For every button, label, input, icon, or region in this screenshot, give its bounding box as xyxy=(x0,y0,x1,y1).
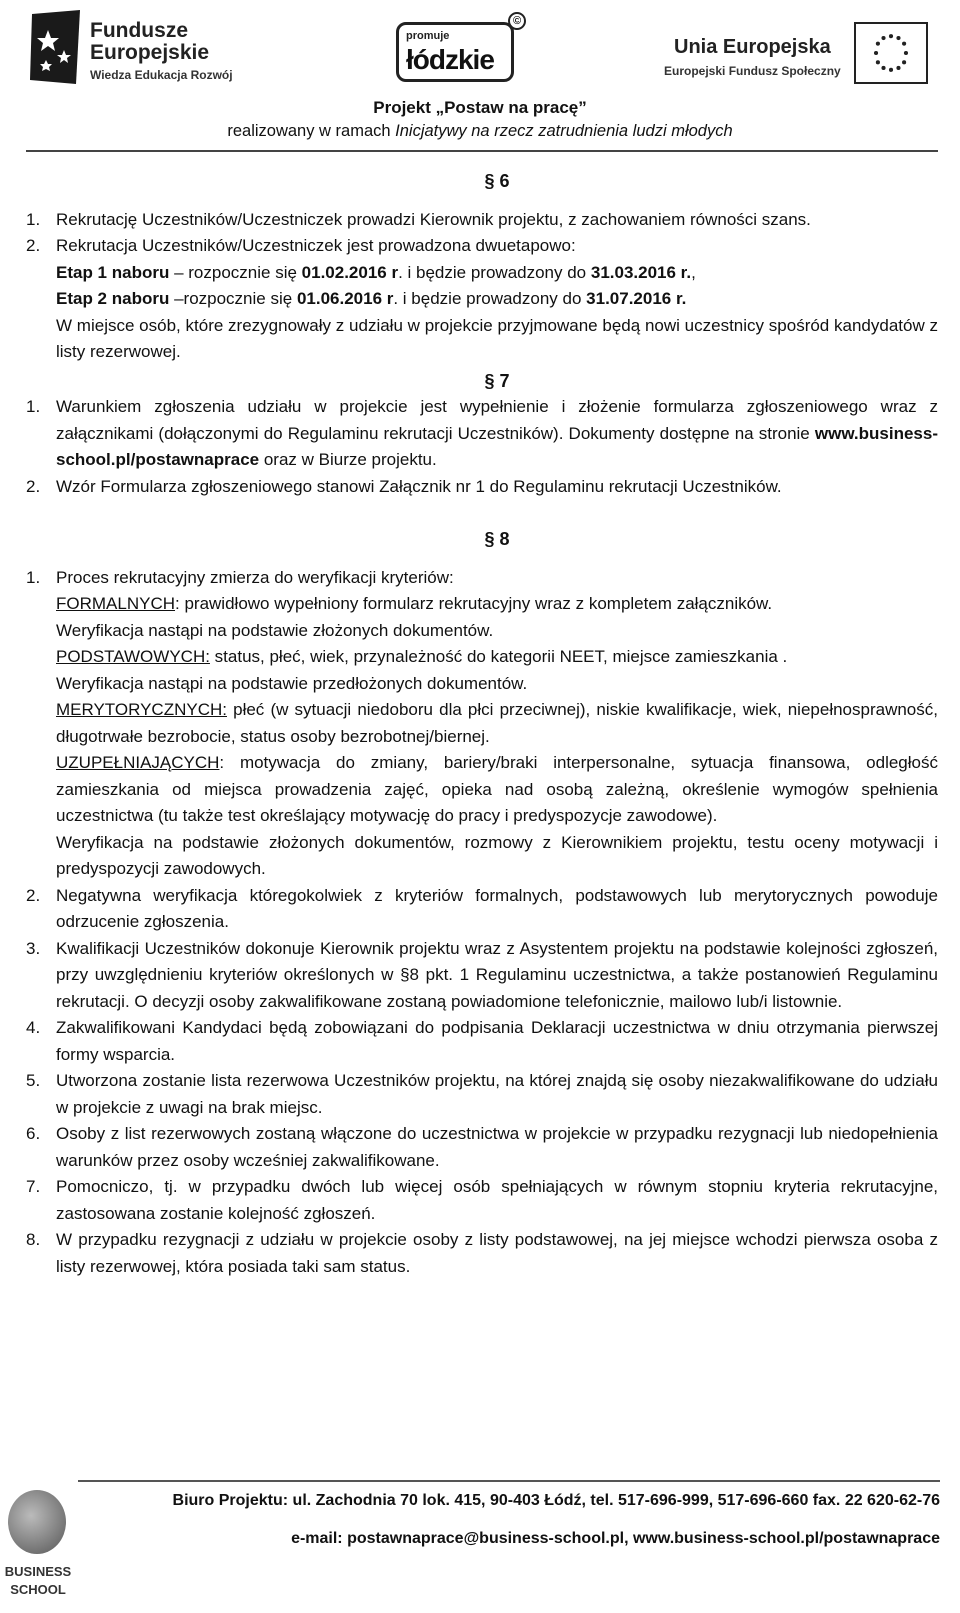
lodz-small-text: promuje xyxy=(406,30,450,42)
project-subtitle xyxy=(0,122,960,141)
ue-line1: Unia Europejska xyxy=(674,36,831,58)
s7-item-2-text: Wzór Formularza zgłoszeniowego stanowi Załącznik nr 1 do Regulaminu rekrutacji Uczestników. xyxy=(56,476,782,496)
s6-item-2-num: 2. xyxy=(26,236,41,255)
s8-item-1-text: Proces rekrutacyjny zmierza do weryfikacji kryteriów: xyxy=(56,567,454,587)
stage-1-a: – rozpocznie się xyxy=(169,262,302,282)
s8-item-3-num: 3. xyxy=(26,938,41,958)
stage-1-start: 01.02.2016 r xyxy=(301,262,399,282)
criteria-formal-text: : prawidłowo wypełniony formularz rekrutacyjny wraz z kompletem załączników. xyxy=(175,594,773,613)
s8-item-1 xyxy=(26,565,938,592)
section-6-heading: § 6 xyxy=(484,171,510,191)
fe-star-flag-icon xyxy=(26,10,84,86)
s6-item-1-num: 1. xyxy=(26,209,41,229)
s8-item-5 xyxy=(26,1068,938,1121)
unia-europejska-logo xyxy=(664,14,934,88)
copyright-icon: © xyxy=(508,12,526,30)
header-divider xyxy=(26,150,938,152)
stage-1-c: , xyxy=(691,262,696,282)
s7-item-1-text xyxy=(56,394,938,474)
fundusze-europejskie-logo xyxy=(26,10,256,88)
criteria-formal xyxy=(26,591,938,618)
footer-address: Biuro Projektu: ul. Zachodnia 70 lok. 415, 90-403 Łódź, tel. 517-696-999, 517-696-660 fax. 22 620-62-76 xyxy=(172,1492,940,1509)
s8-item-4-text: Zakwalifikowani Kandydaci będą zobowiązani do podpisania Deklaracji uczestnictwa w dniu otrzymania pierwszej formy wsparcia. xyxy=(56,1018,938,1064)
eu-flag-icon xyxy=(854,22,928,84)
school-emblem-icon xyxy=(8,1490,66,1554)
s8-item-3-text: Kwalifikacji Uczestników dokonuje Kierownik projektu wraz z Asystentem projektu na podstawie kolejności zgłoszeń, przy uwzględnieniu kryteriów określonych w §8 pkt. 1 Regulaminu uczestnictwa, a także postanowień Regulaminu rekrutacji. O decyzji osoby zakwalifikowane zostaną powiadomione telefonicznie, mailowo lub/i listownie. xyxy=(56,938,938,1011)
criteria-supp-label: UZUPEŁNIAJĄCYCH xyxy=(56,753,220,772)
stage-1-end: 31.03.2016 r. xyxy=(590,262,692,282)
s8-item-8 xyxy=(26,1227,938,1280)
fe-line2: Europejskie xyxy=(90,41,210,64)
stage-2-end: 31.07.2016 r. xyxy=(586,289,687,308)
s8-item-6 xyxy=(26,1121,938,1174)
ue-line2: Europejski Fundusz Społeczny xyxy=(664,64,841,78)
s8-item-5-text: Utworzona zostanie lista rezerwowa Uczestników projektu, na której znajdą się osoby niezakwalifikowane do udziału w projekcie z uwagi na brak miejsc. xyxy=(56,1071,938,1117)
section-8-heading: § 8 xyxy=(484,529,510,549)
criteria-basic-text: status, płeć, wiek, przynależność do kategorii NEET, miejsce zamieszkania . xyxy=(209,647,788,666)
s8-item-1-num: 1. xyxy=(26,567,41,587)
criteria-formal-verification: Weryfikacja nastąpi na podstawie złożonych dokumentów. xyxy=(56,620,494,640)
school-line1: BUSINESS xyxy=(4,1564,72,1579)
s8-item-8-num: 8. xyxy=(26,1230,41,1249)
criteria-merit-label: MERYTORYCZNYCH: xyxy=(56,700,227,719)
school-line2: SCHOOL xyxy=(10,1582,66,1597)
s6-item-1 xyxy=(26,207,938,234)
stage-1-label: Etap 1 naboru xyxy=(56,262,170,282)
project-title: Projekt „Postaw na pracę” xyxy=(373,98,587,117)
s7-item-1-a: Warunkiem zgłoszenia udziału w projekcie jest wypełnienie i złożenie formularza zgłoszeniowego wraz z załącznikami (dołączonymi do Regulaminu rekrutacji Uczestników). Dokumenty dostępne na stronie xyxy=(56,397,938,443)
stage-2-label: Etap 2 naboru xyxy=(56,289,170,308)
document-body xyxy=(26,168,938,1280)
project-sub-prefix: realizowany w ramach xyxy=(227,122,396,140)
stage-2-start: 01.06.2016 r xyxy=(296,289,394,308)
s8-item-6-num: 6. xyxy=(26,1124,41,1143)
stage-1-b: . i będzie prowadzony do xyxy=(398,262,591,282)
reserve-note: W miejsce osób, które zrezygnowały z udziału w projekcie przyjmowane będą nowi uczestnicy spośród kandydatów z listy rezerwowej. xyxy=(56,315,938,361)
fe-line3: Wiedza Edukacja Rozwój xyxy=(90,68,233,82)
criteria-basic-label: PODSTAWOWYCH: xyxy=(56,647,210,666)
s8-item-4 xyxy=(26,1015,938,1068)
criteria-merit-text: płeć (w sytuacji niedoboru dla płci przeciwnej), niskie kwalifikacje, wiek, niepełnosprawność, długotrwałe bezrobocie, status osoby bezrobotnej/biernej. xyxy=(56,700,938,746)
footer-contact: e-mail: postawnaprace@business-school.pl, www.business-school.pl/postawnaprace xyxy=(291,1530,940,1547)
s7-item-2 xyxy=(26,474,938,501)
fe-line1: Fundusze xyxy=(90,19,188,42)
criteria-supp-verification: Weryfikacja na podstawie złożonych dokumentów, rozmowy z Kierownikiem projektu, testu oceny motywacji i predyspozycji zawodowych. xyxy=(56,832,938,878)
s8-item-7-num: 7. xyxy=(26,1177,41,1196)
section-7-heading: § 7 xyxy=(484,370,510,391)
footer-divider xyxy=(78,1480,940,1482)
stage-2-b: . i będzie prowadzony do xyxy=(393,289,587,308)
stage-1-line xyxy=(26,260,938,287)
s8-item-7-text: Pomocniczo, tj. w przypadku dwóch lub więcej osób spełniających w równym stopniu kryteria rekrutacyjne, zastosowana zostanie kolejność zgłoszeń. xyxy=(56,1177,938,1223)
s6-item-2-text: Rekrutacja Uczestników/Uczestniczek jest prowadzona dwuetapowo: xyxy=(56,236,576,255)
project-sub-initiative: Inicjatywy na rzecz zatrudnienia ludzi młodych xyxy=(395,122,733,140)
criteria-basic xyxy=(26,644,938,671)
s8-item-5-num: 5. xyxy=(26,1071,41,1090)
lodz-big-text: łódzkie xyxy=(406,44,494,75)
s8-item-2-num: 2. xyxy=(26,885,41,905)
s8-item-7 xyxy=(26,1174,938,1227)
logo-bar xyxy=(0,8,960,90)
project-website-link[interactable]: www.business-school.pl/postawnaprace xyxy=(56,423,938,469)
s8-item-2 xyxy=(26,883,938,936)
s7-item-2-num: 2. xyxy=(26,476,41,496)
s6-item-1-text: Rekrutację Uczestników/Uczestniczek prowadzi Kierownik projektu, z zachowaniem równości szans. xyxy=(56,209,811,229)
s8-item-4-num: 4. xyxy=(26,1018,41,1037)
criteria-merit xyxy=(26,697,938,750)
stage-2-line xyxy=(26,286,938,313)
s7-item-1-num: 1. xyxy=(26,397,41,416)
s7-item-1 xyxy=(26,394,938,474)
criteria-basic-verification: Weryfikacja nastąpi na podstawie przedłożonych dokumentów. xyxy=(56,673,528,693)
s8-item-3 xyxy=(26,936,938,1016)
stage-2-a: –rozpocznie się xyxy=(169,289,297,308)
criteria-supp-text: : motywacja do zmiany, bariery/braki interpersonalne, sytuacja finansowa, odległość zamieszkania od miejsca prowadzenia zajęć, opieka nad osobą zależną, określenie wymogów spełnienia uczestnictwa (tu także test określający motywację do pracy i predyspozycje zawodowe). xyxy=(56,753,938,825)
s8-item-2-text: Negatywna weryfikacja któregokolwiek z kryteriów formalnych, podstawowych lub merytorycznych powoduje odrzucenie zgłoszenia. xyxy=(56,885,938,931)
criteria-formal-label: FORMALNYCH xyxy=(56,594,176,613)
s8-item-6-text: Osoby z list rezerwowych zostaną włączone do uczestnictwa w projekcie w przypadku rezygnacji lub niedopełnienia warunków przez osoby wcześniej zakwalifikowane. xyxy=(56,1124,938,1170)
s7-item-1-b: oraz w Biurze projektu. xyxy=(259,450,437,469)
criteria-supplementary xyxy=(26,750,938,830)
s8-item-8-text: W przypadku rezygnacji z udziału w projekcie osoby z listy podstawowej, na jej miejsce wchodzi pierwsza osoba z listy rezerwowej, która posiada taki sam status. xyxy=(56,1230,938,1276)
promuje-lodzkie-logo xyxy=(396,12,526,86)
business-school-logo xyxy=(2,1480,72,1610)
s6-item-2 xyxy=(26,233,938,260)
